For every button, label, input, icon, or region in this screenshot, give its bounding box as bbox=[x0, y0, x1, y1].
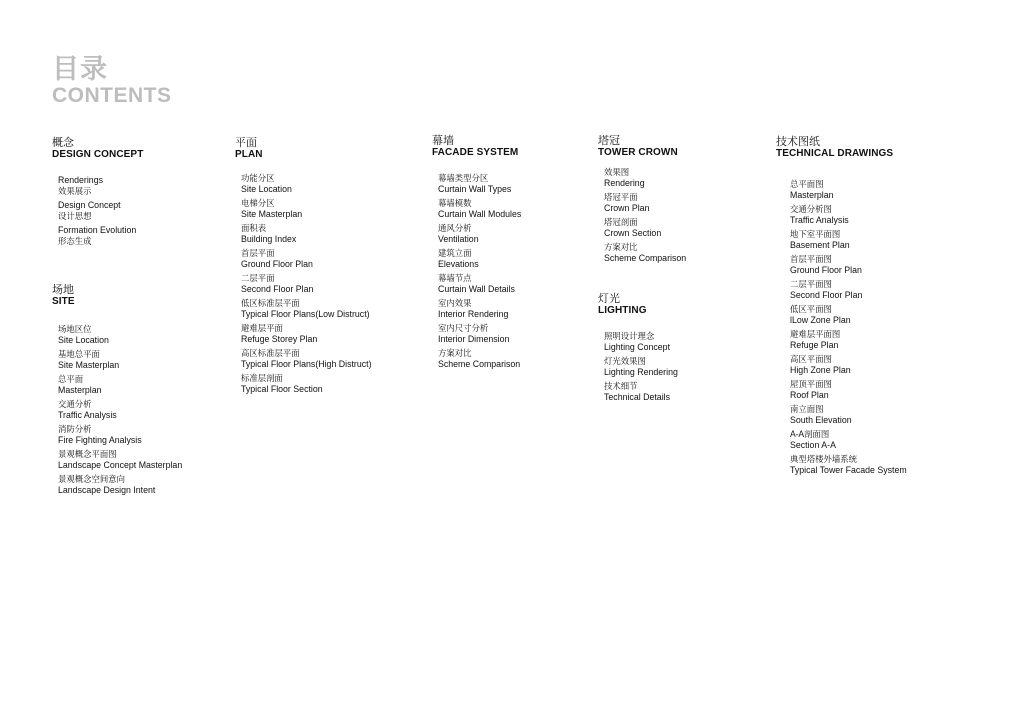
item-label-en: Design Concept bbox=[58, 200, 121, 210]
item-list bbox=[604, 167, 686, 263]
item-label-cn: 屋顶平面图 bbox=[790, 379, 832, 389]
item-label-en: lLow Zone Plan bbox=[790, 314, 851, 325]
item-label-cn: 低区平面图 bbox=[790, 304, 832, 314]
toc-item[interactable] bbox=[790, 404, 907, 425]
section-title-cn: 概念 bbox=[52, 136, 74, 149]
item-label-en: Ventilation bbox=[438, 233, 479, 244]
item-label-en: Refuge Storey Plan bbox=[241, 333, 318, 344]
item-label-cn: 避难层平面 bbox=[241, 323, 283, 333]
item-label-cn: 典型塔楼外墙系统 bbox=[790, 454, 857, 464]
item-label-cn: 基地总平面 bbox=[58, 349, 100, 359]
toc-item[interactable] bbox=[790, 254, 907, 275]
item-label-cn: 幕墙类型分区 bbox=[438, 173, 489, 183]
item-label-en: Landscape Design Intent bbox=[58, 484, 156, 495]
item-label-cn: 方案对比 bbox=[438, 348, 472, 358]
toc-item[interactable] bbox=[438, 298, 521, 319]
item-label-en: Curtain Wall Types bbox=[438, 183, 512, 194]
item-list bbox=[58, 324, 182, 495]
item-label-en: Landscape Concept Masterplan bbox=[58, 459, 183, 470]
item-label-cn: 地下室平面图 bbox=[790, 229, 841, 239]
toc-item[interactable] bbox=[604, 192, 686, 213]
toc-item[interactable] bbox=[790, 429, 907, 450]
section-title-en: SITE bbox=[52, 296, 75, 307]
item-label-en: Basement Plan bbox=[790, 239, 850, 250]
item-label-en: Site Location bbox=[58, 334, 109, 345]
item-label-cn: 交通分析图 bbox=[790, 204, 832, 214]
toc-item[interactable] bbox=[58, 449, 182, 470]
item-label-cn: 灯光效果图 bbox=[604, 356, 646, 366]
section-title-cn: 技术图纸 bbox=[776, 135, 820, 148]
toc-item[interactable] bbox=[604, 381, 678, 402]
item-label-en: Renderings bbox=[58, 175, 103, 185]
toc-item[interactable] bbox=[58, 175, 143, 196]
item-label-cn: 景观概念平面图 bbox=[58, 449, 117, 459]
item-label-cn: 方案对比 bbox=[604, 242, 638, 252]
item-label-cn: 幕墙模数 bbox=[438, 198, 472, 208]
page-title-en: CONTENTS bbox=[52, 84, 172, 107]
item-label-cn: 效果展示 bbox=[58, 185, 92, 196]
section-title-en: DESIGN CONCEPT bbox=[52, 149, 144, 160]
toc-item[interactable] bbox=[241, 173, 372, 194]
section-plan bbox=[235, 137, 372, 398]
toc-item[interactable] bbox=[241, 248, 372, 269]
section-tower-crown bbox=[598, 135, 686, 267]
item-label-en: Ground Floor Plan bbox=[790, 264, 862, 275]
item-label-en: Traffic Analysis bbox=[58, 409, 117, 420]
toc-item[interactable] bbox=[241, 348, 372, 369]
toc-item[interactable] bbox=[438, 248, 521, 269]
toc-item[interactable] bbox=[790, 204, 907, 225]
item-label-cn: 塔冠剖面 bbox=[604, 217, 638, 227]
item-label-en: Second Floor Plan bbox=[241, 283, 314, 294]
item-label-cn: 形态生成 bbox=[58, 235, 92, 246]
item-label-cn: 场地区位 bbox=[58, 324, 92, 334]
toc-item[interactable] bbox=[58, 349, 182, 370]
item-label-cn: 首层平面 bbox=[241, 248, 275, 258]
toc-item[interactable] bbox=[604, 356, 678, 377]
section-title-en: TOWER CROWN bbox=[598, 147, 678, 158]
item-label-en: Section A-A bbox=[790, 439, 836, 450]
section-design-concept bbox=[52, 137, 143, 250]
item-label-cn: 景观概念空间意向 bbox=[58, 474, 125, 484]
section-site bbox=[52, 284, 182, 499]
toc-item[interactable] bbox=[58, 424, 182, 445]
toc-item[interactable] bbox=[58, 225, 143, 246]
item-label-en: Technical Details bbox=[604, 391, 671, 402]
item-label-cn: 室内效果 bbox=[438, 298, 472, 308]
item-label-cn: 首层平面图 bbox=[790, 254, 832, 264]
item-label-cn: 二层平面图 bbox=[790, 279, 832, 289]
section-title-cn: 幕墙 bbox=[432, 134, 454, 147]
item-list bbox=[241, 173, 372, 394]
item-label-cn: 总平面 bbox=[58, 374, 84, 384]
toc-item[interactable] bbox=[790, 379, 907, 400]
item-label-cn: 技术细节 bbox=[604, 381, 638, 391]
toc-item[interactable] bbox=[604, 242, 686, 263]
item-label-cn: 交通分析 bbox=[58, 399, 92, 409]
toc-item[interactable] bbox=[241, 373, 372, 394]
section-title-en: LIGHTING bbox=[598, 305, 647, 316]
toc-item[interactable] bbox=[790, 304, 907, 325]
item-label-cn: 二层平面 bbox=[241, 273, 275, 283]
toc-item[interactable] bbox=[438, 223, 521, 244]
item-label-en: Crown Section bbox=[604, 227, 662, 238]
toc-item[interactable] bbox=[790, 279, 907, 300]
item-label-cn: 效果图 bbox=[604, 167, 630, 177]
item-label-cn: 设计思想 bbox=[58, 210, 92, 221]
section-lighting bbox=[598, 293, 678, 406]
section-title-en: PLAN bbox=[235, 149, 263, 160]
section-title-en: FACADE SYSTEM bbox=[432, 147, 519, 158]
item-label-cn: 消防分析 bbox=[58, 424, 92, 434]
section-title-cn: 塔冠 bbox=[598, 134, 620, 147]
toc-item[interactable] bbox=[438, 348, 521, 369]
toc-item[interactable] bbox=[790, 229, 907, 250]
item-label-en: Scheme Comparison bbox=[438, 358, 521, 369]
toc-item[interactable] bbox=[790, 179, 907, 200]
item-label-cn: 标准层剖面 bbox=[241, 373, 283, 383]
item-label-cn: 低区标准层平面 bbox=[241, 298, 300, 308]
item-label-en: Roof Plan bbox=[790, 389, 829, 400]
section-title-cn: 平面 bbox=[235, 136, 257, 149]
toc-item[interactable] bbox=[58, 374, 182, 395]
toc-item[interactable] bbox=[438, 173, 521, 194]
toc-item[interactable] bbox=[604, 217, 686, 238]
item-label-en: Curtain Wall Modules bbox=[438, 208, 522, 219]
item-label-en: Rendering bbox=[604, 177, 645, 188]
toc-item[interactable] bbox=[241, 198, 372, 219]
toc-item[interactable] bbox=[58, 399, 182, 420]
page-title-cn: 目录 bbox=[52, 54, 108, 85]
item-label-cn: A-A剖面图 bbox=[790, 429, 830, 439]
item-label-en: Interior Rendering bbox=[438, 308, 509, 319]
item-label-en: Masterplan bbox=[790, 189, 834, 200]
toc-item[interactable] bbox=[241, 273, 372, 294]
item-label-en: High Zone Plan bbox=[790, 364, 851, 375]
item-list bbox=[790, 179, 907, 475]
toc-item[interactable] bbox=[604, 167, 686, 188]
item-label-cn: 功能分区 bbox=[241, 173, 275, 183]
item-label-en: Curtain Wall Details bbox=[438, 283, 515, 294]
item-label-en: Ground Floor Plan bbox=[241, 258, 313, 269]
item-list bbox=[604, 331, 678, 402]
toc-item[interactable] bbox=[790, 329, 907, 350]
toc-item[interactable] bbox=[58, 474, 182, 495]
item-label-en: Masterplan bbox=[58, 384, 102, 395]
toc-item[interactable] bbox=[241, 323, 372, 344]
item-label-cn: 塔冠平面 bbox=[604, 192, 638, 202]
item-label-cn: 建筑立面 bbox=[438, 248, 472, 258]
item-label-cn: 南立面图 bbox=[790, 404, 824, 414]
item-label-cn: 幕墙节点 bbox=[438, 273, 472, 283]
item-label-en: Building Index bbox=[241, 233, 297, 244]
item-label-cn: 高区平面图 bbox=[790, 354, 832, 364]
item-label-en: Typical Floor Plans(High Distruct) bbox=[241, 358, 372, 369]
item-label-en: Traffic Analysis bbox=[790, 214, 849, 225]
item-label-en: Typical Tower Facade System bbox=[790, 464, 907, 475]
toc-item[interactable] bbox=[438, 273, 521, 294]
section-title-cn: 灯光 bbox=[598, 292, 620, 305]
item-label-cn: 室内尺寸分析 bbox=[438, 323, 489, 333]
toc-item[interactable] bbox=[790, 354, 907, 375]
section-title-en: TECHNICAL DRAWINGS bbox=[776, 148, 894, 159]
toc-item[interactable] bbox=[58, 324, 182, 345]
item-label-en: South Elevation bbox=[790, 414, 852, 425]
item-label-cn: 面积表 bbox=[241, 223, 267, 233]
toc-item[interactable] bbox=[604, 331, 678, 352]
item-label-en: Formation Evolution bbox=[58, 225, 137, 235]
item-label-en: Interior Dimension bbox=[438, 333, 510, 344]
section-facade-system bbox=[432, 135, 521, 373]
section-technical-drawings bbox=[776, 136, 907, 479]
item-label-en: Scheme Comparison bbox=[604, 252, 687, 263]
toc-item[interactable] bbox=[58, 200, 143, 221]
item-label-en: Fire Fighting Analysis bbox=[58, 434, 142, 445]
toc-item[interactable] bbox=[438, 198, 521, 219]
item-label-en: Crown Plan bbox=[604, 202, 650, 213]
item-label-cn: 电梯分区 bbox=[241, 198, 275, 208]
toc-item[interactable] bbox=[438, 323, 521, 344]
toc-item[interactable] bbox=[790, 454, 907, 475]
item-list bbox=[438, 173, 521, 369]
item-label-en: Lighting Rendering bbox=[604, 366, 678, 377]
item-label-cn: 高区标准层平面 bbox=[241, 348, 300, 358]
item-list bbox=[58, 175, 143, 246]
item-label-en: Site Location bbox=[241, 183, 292, 194]
item-label-en: Refuge Plan bbox=[790, 339, 839, 350]
item-label-en: Elevations bbox=[438, 258, 479, 269]
item-label-en: Typical Floor Section bbox=[241, 383, 323, 394]
item-label-en: Second Floor Plan bbox=[790, 289, 863, 300]
item-label-cn: 照明设计理念 bbox=[604, 331, 655, 341]
item-label-en: Site Masterplan bbox=[241, 208, 303, 219]
toc-item[interactable] bbox=[241, 298, 372, 319]
section-title-cn: 场地 bbox=[52, 283, 74, 296]
item-label-cn: 总平面图 bbox=[790, 179, 824, 189]
item-label-en: Typical Floor Plans(Low Distruct) bbox=[241, 308, 370, 319]
item-label-cn: 避难层平面图 bbox=[790, 329, 841, 339]
item-label-en: Lighting Concept bbox=[604, 341, 671, 352]
item-label-en: Site Masterplan bbox=[58, 359, 120, 370]
item-label-cn: 通风分析 bbox=[438, 223, 472, 233]
toc-item[interactable] bbox=[241, 223, 372, 244]
